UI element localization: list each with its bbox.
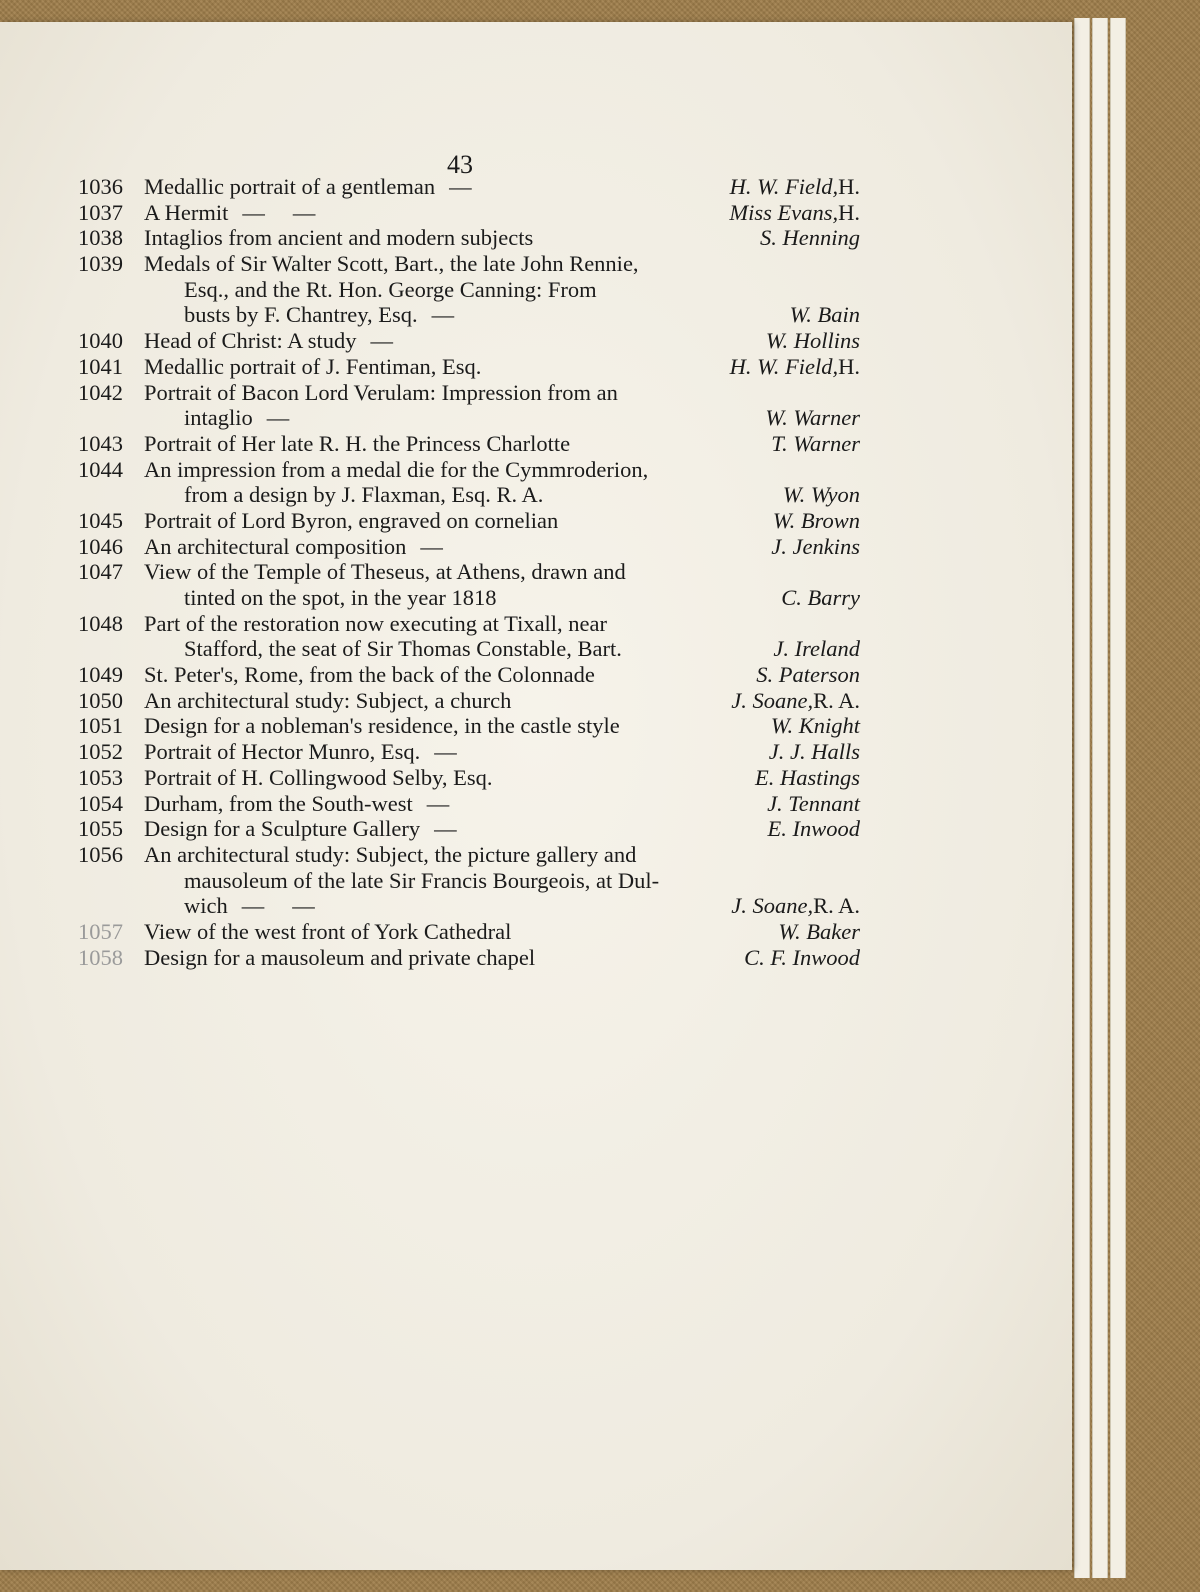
entry-title: An architectural composition xyxy=(144,533,407,559)
entry-artist-suffix: H. xyxy=(838,174,860,199)
entry-artist: W. Hollins xyxy=(765,328,860,354)
catalogue-entry xyxy=(78,945,860,971)
entry-title: St. Peter's, Rome, from the back of the Colonnade xyxy=(144,662,595,688)
entry-line xyxy=(78,842,860,868)
entry-artist: W. Wyon xyxy=(782,482,860,508)
entry-title: A Hermit xyxy=(144,199,229,225)
entry-number: 1042 xyxy=(78,379,123,405)
entry-line xyxy=(78,559,860,585)
catalogue-entry xyxy=(78,765,860,791)
entry-dash: — xyxy=(242,199,265,225)
entry-artist: Miss Evans, xyxy=(729,199,839,225)
catalogue-entry xyxy=(78,688,860,714)
entry-title: Portrait of Hector Munro, Esq. xyxy=(144,739,421,765)
page-edge xyxy=(1110,18,1126,1578)
entry-artist: J. Soane, xyxy=(731,893,814,919)
page-edge xyxy=(1092,18,1108,1578)
entry-number: 1037 xyxy=(78,199,123,225)
catalogue-entry xyxy=(78,200,860,226)
entry-number: 1057 xyxy=(78,918,123,944)
entry-line xyxy=(78,200,860,226)
entry-artist: S. Paterson xyxy=(756,662,860,688)
catalogue-list xyxy=(78,174,860,970)
catalogue-entry xyxy=(78,457,860,508)
entry-line xyxy=(78,739,860,765)
entry-title: Medals of Sir Walter Scott, Bart., the late John Rennie, xyxy=(144,251,639,277)
entry-number: 1045 xyxy=(78,507,123,533)
entry-number: 1055 xyxy=(78,816,123,842)
entry-artist: J. Tennant xyxy=(767,790,860,816)
entry-dash: — xyxy=(426,790,450,816)
entry-title: An architectural study: Subject, the picture gallery and xyxy=(144,841,637,867)
page-number: 43 xyxy=(447,150,473,179)
entry-line xyxy=(78,868,860,894)
catalogue-entry xyxy=(78,508,860,534)
entry-title: Portrait of Lord Byron, engraved on cornelian xyxy=(144,507,559,533)
entry-artist: W. Bain xyxy=(789,302,860,328)
entry-artist: W. Warner xyxy=(765,405,860,431)
entry-line xyxy=(78,945,860,971)
entry-line xyxy=(78,893,860,919)
entry-line xyxy=(78,354,860,380)
entry-line xyxy=(78,405,860,431)
entry-line xyxy=(78,765,860,791)
entry-artist-suffix: H. xyxy=(838,199,860,225)
entry-artist: W. Knight xyxy=(770,713,860,739)
entry-artist: C. F. Inwood xyxy=(744,944,860,970)
entry-artist: W. Baker xyxy=(778,918,860,944)
entry-title: busts by F. Chantrey, Esq. xyxy=(184,302,418,328)
entry-title: mausoleum of the late Sir Francis Bourgeois, at Dul- xyxy=(184,867,660,893)
entry-dash: — xyxy=(449,174,472,199)
catalogue-entry xyxy=(78,354,860,380)
entry-line xyxy=(78,611,860,637)
entry-artist: H. W. Field, xyxy=(729,353,839,379)
entry-line xyxy=(78,662,860,688)
entry-line xyxy=(78,585,860,611)
entry-title: Portrait of Bacon Lord Verulam: Impression from an xyxy=(144,379,618,405)
entry-title: Medallic portrait of a gentleman xyxy=(144,174,436,199)
entry-line xyxy=(78,482,860,508)
catalogue-entry xyxy=(78,739,860,765)
catalogue-entry xyxy=(78,662,860,688)
entry-number: 1056 xyxy=(78,841,123,867)
entry-artist: T. Warner xyxy=(771,430,860,456)
entry-number: 1043 xyxy=(78,430,123,456)
entry-title: tinted on the spot, in the year 1818 xyxy=(184,585,497,610)
entry-title: Design for a Sculpture Gallery xyxy=(144,816,421,842)
catalogue-entry xyxy=(78,225,860,251)
catalogue-entry xyxy=(78,174,860,200)
entry-title: Medallic portrait of J. Fentiman, Esq. xyxy=(144,353,482,379)
catalogue-entry xyxy=(78,559,860,610)
entry-title: View of the west front of York Cathedral xyxy=(144,918,512,944)
entry-title: Stafford, the seat of Sir Thomas Constable, Bart. xyxy=(184,636,622,662)
entry-artist: J. J. Halls xyxy=(768,739,860,765)
entry-line xyxy=(78,380,860,406)
entry-number: 1036 xyxy=(78,174,123,199)
entry-title: Head of Christ: A study xyxy=(144,328,357,354)
entry-line xyxy=(78,919,860,945)
entry-artist: J. Jenkins xyxy=(771,533,860,559)
entry-line xyxy=(78,277,860,303)
entry-line xyxy=(78,636,860,662)
entry-artist: E. Hastings xyxy=(754,764,860,790)
entry-artist-suffix: R. A. xyxy=(813,687,860,713)
page-edge xyxy=(1074,18,1090,1578)
catalogue-entry xyxy=(78,534,860,560)
entry-artist: C. Barry xyxy=(781,585,860,610)
catalogue-entry xyxy=(78,842,860,919)
entry-line xyxy=(78,328,860,354)
entry-title: Portrait of Her late R. H. the Princess Charlotte xyxy=(144,430,571,456)
entry-number: 1051 xyxy=(78,713,123,739)
entry-line xyxy=(78,302,860,328)
entry-title: An architectural study: Subject, a church xyxy=(144,687,512,713)
entry-line xyxy=(78,791,860,817)
entry-number: 1039 xyxy=(78,251,123,277)
entry-dash: — xyxy=(266,405,290,431)
entry-number: 1054 xyxy=(78,790,123,816)
entry-dash: — xyxy=(434,816,457,842)
entry-artist: H. W. Field, xyxy=(729,174,839,199)
entry-number: 1048 xyxy=(78,610,123,636)
entry-dash: — xyxy=(370,328,393,354)
entry-title: An impression from a medal die for the Cymmroderion, xyxy=(144,456,649,482)
entry-number: 1040 xyxy=(78,328,123,354)
entry-title: Esq., and the Rt. Hon. George Canning: From xyxy=(184,276,597,302)
entry-title: Design for a nobleman's residence, in the castle style xyxy=(144,713,620,739)
entry-title: Design for a mausoleum and private chapel xyxy=(144,944,536,970)
catalogue-entry xyxy=(78,791,860,817)
catalogue-entry xyxy=(78,251,860,328)
entry-dash: — xyxy=(434,739,457,765)
entry-dash: — xyxy=(241,893,265,919)
entry-dash: — xyxy=(431,302,455,328)
entry-title: from a design by J. Flaxman, Esq. R. A. xyxy=(184,482,544,508)
catalogue-entry xyxy=(78,816,860,842)
entry-artist-suffix: R. A. xyxy=(813,893,860,919)
entry-line xyxy=(78,713,860,739)
entry-title: Part of the restoration now executing at Tixall, near xyxy=(144,610,608,636)
entry-number: 1053 xyxy=(78,764,123,790)
entry-title: Intaglios from ancient and modern subjects xyxy=(144,225,534,251)
entry-title: wich xyxy=(184,893,228,919)
entry-line xyxy=(78,508,860,534)
entry-number: 1050 xyxy=(78,687,123,713)
entry-number: 1058 xyxy=(78,944,123,970)
entry-number: 1041 xyxy=(78,353,123,379)
entry-dash: — xyxy=(292,893,315,919)
entry-dash: — xyxy=(292,199,316,225)
catalogue-entry xyxy=(78,380,860,431)
entry-number: 1044 xyxy=(78,456,123,482)
entry-number: 1047 xyxy=(78,559,123,585)
entry-number: 1049 xyxy=(78,662,123,688)
entry-artist: E. Inwood xyxy=(767,816,860,842)
entry-title: Durham, from the South-west xyxy=(144,790,413,816)
entry-title: intaglio xyxy=(184,405,253,431)
entry-line xyxy=(78,174,860,200)
entry-number: 1038 xyxy=(78,225,123,251)
entry-line xyxy=(78,431,860,457)
catalogue-entry xyxy=(78,328,860,354)
entry-artist: S. Henning xyxy=(760,225,860,251)
entry-number: 1046 xyxy=(78,533,123,559)
entry-title: Portrait of H. Collingwood Selby, Esq. xyxy=(144,764,493,790)
entry-artist-suffix: H. xyxy=(838,353,860,379)
catalogue-entry xyxy=(78,611,860,662)
entry-artist: W. Brown xyxy=(772,507,860,533)
entry-line xyxy=(78,534,860,560)
entry-line xyxy=(78,251,860,277)
entry-line xyxy=(78,688,860,714)
entry-line xyxy=(78,225,860,251)
catalogue-entry xyxy=(78,919,860,945)
entry-line xyxy=(78,457,860,483)
catalogue-entry xyxy=(78,713,860,739)
entry-title: View of the Temple of Theseus, at Athens, drawn and xyxy=(144,559,626,585)
entry-line xyxy=(78,816,860,842)
entry-number: 1052 xyxy=(78,739,123,765)
entry-artist: J. Soane, xyxy=(731,687,814,713)
entry-artist: J. Ireland xyxy=(773,636,860,662)
catalogue-entry xyxy=(78,431,860,457)
entry-dash: — xyxy=(420,533,443,559)
